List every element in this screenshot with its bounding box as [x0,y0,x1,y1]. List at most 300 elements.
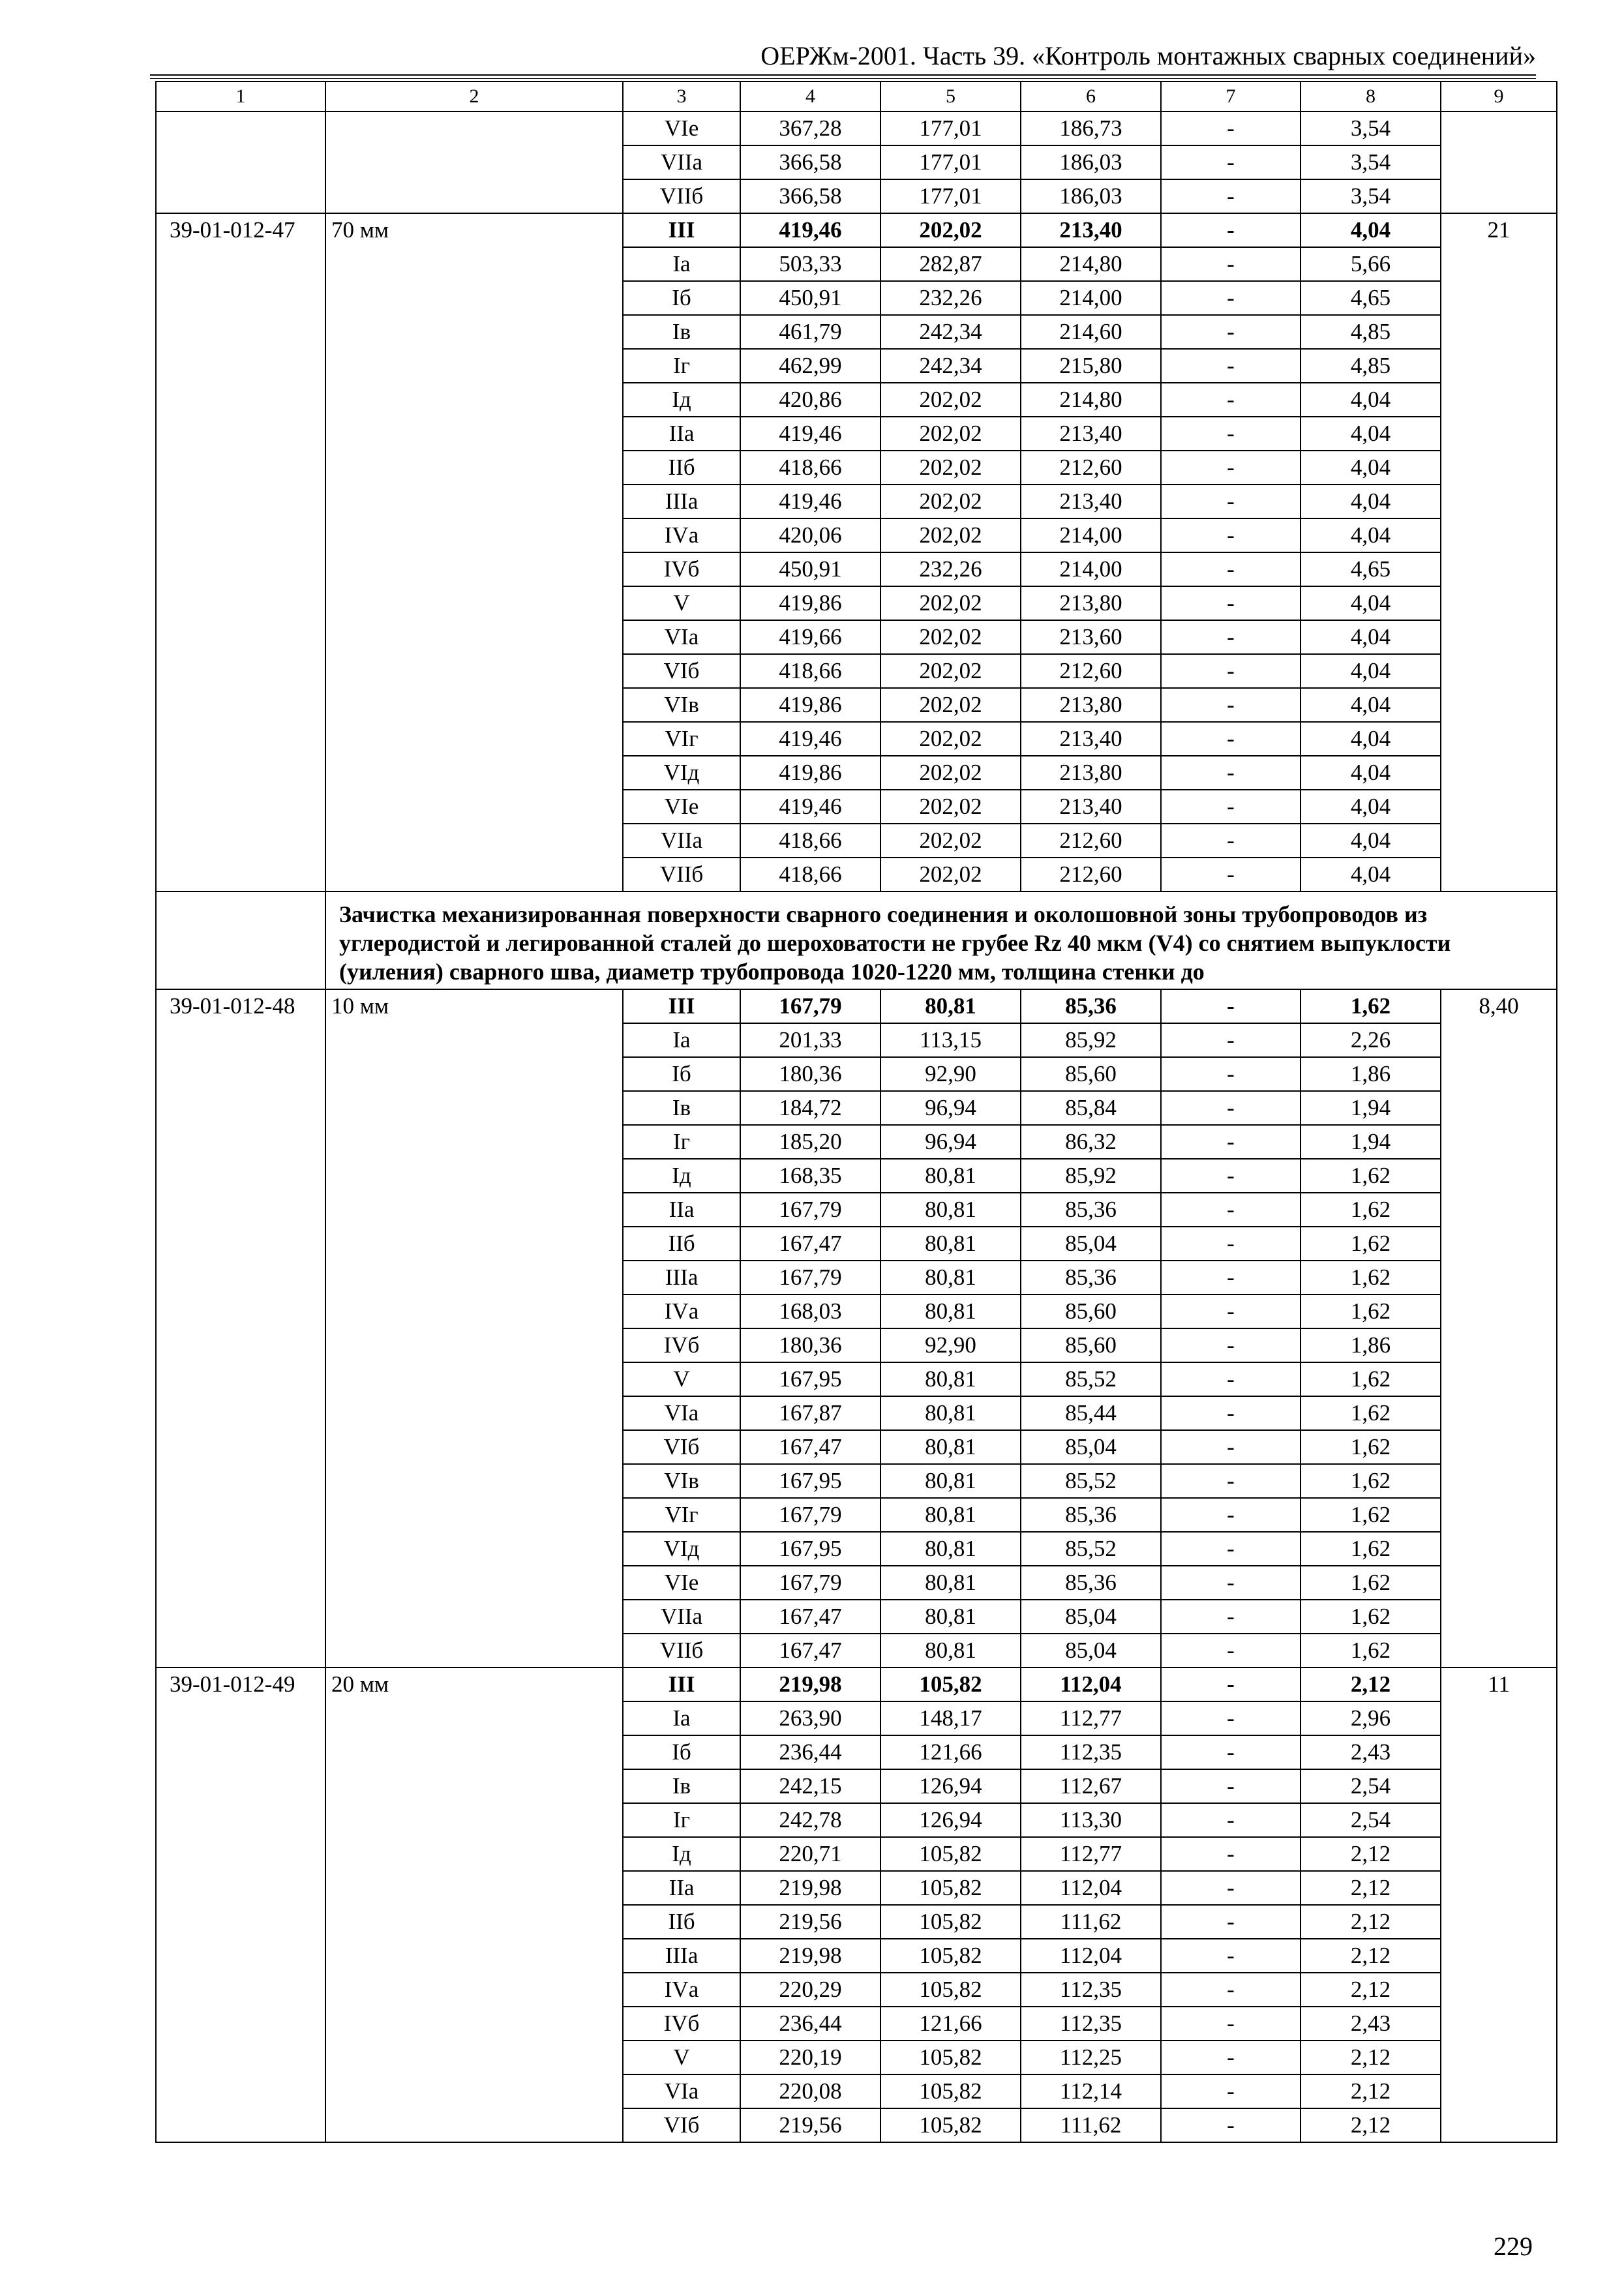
total-cost: 167,79 [740,1566,880,1600]
labor-cost: 202,02 [880,620,1021,654]
total-cost: 418,66 [740,858,880,891]
total-cost: 419,86 [740,586,880,620]
labor-hours: 2,12 [1301,1871,1441,1905]
machine-cost: 214,00 [1021,518,1161,552]
labor-cost: 202,02 [880,722,1021,756]
materials-cost: - [1161,1532,1301,1566]
machine-cost: 85,52 [1021,1532,1161,1566]
labor-cost: 242,34 [880,315,1021,349]
labor-cost: 80,81 [880,1193,1021,1227]
materials-cost: - [1161,1905,1301,1939]
total-cost: 236,44 [740,1735,880,1769]
zone-code: VIе [623,1566,740,1600]
zone-code: VIIб [623,179,740,213]
machine-cost: 213,80 [1021,688,1161,722]
labor-hours: 4,04 [1301,451,1441,485]
labor-cost: 80,81 [880,1159,1021,1193]
header-rule-thin [150,78,1536,79]
materials-cost: - [1161,451,1301,485]
materials-cost: - [1161,2108,1301,2142]
zone-code: Iб [623,281,740,315]
machine-cost: 112,35 [1021,1973,1161,2007]
total-cost: 167,79 [740,989,880,1023]
labor-cost: 202,02 [880,451,1021,485]
total-cost: 167,79 [740,1498,880,1532]
labor-cost: 126,94 [880,1769,1021,1803]
total-cost: 219,56 [740,1905,880,1939]
machine-cost: 85,60 [1021,1057,1161,1091]
labor-hours: 1,62 [1301,1566,1441,1600]
machine-cost: 112,77 [1021,1701,1161,1735]
machine-cost: 212,60 [1021,858,1161,891]
labor-cost: 202,02 [880,756,1021,790]
machine-cost: 213,80 [1021,586,1161,620]
machine-cost: 213,60 [1021,620,1161,654]
labor-cost: 202,02 [880,790,1021,824]
materials-cost: - [1161,1091,1301,1125]
labor-hours: 4,04 [1301,417,1441,451]
total-cost: 167,47 [740,1600,880,1634]
materials-cost: - [1161,688,1301,722]
materials-cost: - [1161,1362,1301,1396]
rate-code: 39-01-012-47 [156,213,325,891]
wall-thickness: 10 мм [325,989,623,1668]
zone-code: VIв [623,688,740,722]
labor-cost: 105,82 [880,1939,1021,1973]
zone-code: Iв [623,1091,740,1125]
labor-cost: 121,66 [880,2007,1021,2041]
wall-thickness [325,112,623,213]
labor-hours: 1,62 [1301,1498,1441,1532]
labor-cost: 80,81 [880,1261,1021,1294]
materials-cost: - [1161,1769,1301,1803]
labor-hours: 5,66 [1301,247,1441,281]
zone-code: IVа [623,1294,740,1328]
labor-hours: 2,12 [1301,2108,1441,2142]
labor-hours: 4,04 [1301,518,1441,552]
zone-code: Iд [623,383,740,417]
zone-code: IVа [623,1973,740,2007]
materials-cost: - [1161,518,1301,552]
machine-cost: 85,36 [1021,1498,1161,1532]
materials-cost: - [1161,417,1301,451]
zone-code: Iб [623,1057,740,1091]
labor-hours: 4,04 [1301,485,1441,518]
machine-cost: 85,84 [1021,1091,1161,1125]
labor-hours: 1,94 [1301,1125,1441,1159]
zone-code: IIб [623,1227,740,1261]
zone-code: V [623,1362,740,1396]
labor-cost: 282,87 [880,247,1021,281]
total-cost: 185,20 [740,1125,880,1159]
zone-code: VIе [623,790,740,824]
labor-cost: 80,81 [880,1464,1021,1498]
materials-cost: - [1161,1261,1301,1294]
materials-cost: - [1161,756,1301,790]
machine-cost: 85,36 [1021,1566,1161,1600]
labor-hours: 4,04 [1301,824,1441,858]
zone-code: Iг [623,1803,740,1837]
total-cost: 263,90 [740,1701,880,1735]
zone-code: IVб [623,2007,740,2041]
zone-code: III [623,1668,740,1701]
total-cost: 367,28 [740,112,880,145]
wall-thickness: 70 мм [325,213,623,891]
materials-cost: - [1161,1057,1301,1091]
labor-cost: 105,82 [880,2074,1021,2108]
labor-cost: 80,81 [880,1227,1021,1261]
zone-code: Iа [623,1701,740,1735]
machine-cost: 214,60 [1021,315,1161,349]
labor-cost: 177,01 [880,179,1021,213]
zone-code: Iв [623,315,740,349]
machine-cost: 85,04 [1021,1600,1161,1634]
materials-cost: - [1161,824,1301,858]
labor-hours: 4,85 [1301,349,1441,383]
zone-code: VIг [623,1498,740,1532]
materials-cost: - [1161,586,1301,620]
column-number: 9 [1441,82,1557,112]
labor-hours: 4,65 [1301,552,1441,586]
materials-cost: - [1161,1735,1301,1769]
labor-hours: 4,04 [1301,620,1441,654]
total-cost: 167,47 [740,1227,880,1261]
zone-code: Iв [623,1769,740,1803]
total-cost: 184,72 [740,1091,880,1125]
labor-norm: 11 [1441,1668,1557,2142]
materials-cost: - [1161,620,1301,654]
materials-cost: - [1161,1430,1301,1464]
machine-cost: 85,36 [1021,1193,1161,1227]
total-cost: 366,58 [740,179,880,213]
labor-cost: 232,26 [880,552,1021,586]
total-cost: 420,06 [740,518,880,552]
total-cost: 220,08 [740,2074,880,2108]
labor-cost: 202,02 [880,383,1021,417]
machine-cost: 85,36 [1021,1261,1161,1294]
column-number: 7 [1161,82,1301,112]
machine-cost: 212,60 [1021,654,1161,688]
materials-cost: - [1161,1464,1301,1498]
total-cost: 242,78 [740,1803,880,1837]
labor-cost: 105,82 [880,2108,1021,2142]
zone-code: VIIб [623,858,740,891]
labor-hours: 2,43 [1301,2007,1441,2041]
materials-cost: - [1161,654,1301,688]
materials-cost: - [1161,1600,1301,1634]
zone-code: IIIа [623,1261,740,1294]
materials-cost: - [1161,1498,1301,1532]
column-number: 6 [1021,82,1161,112]
labor-cost: 80,81 [880,1396,1021,1430]
section-row [156,891,1557,989]
total-cost: 167,47 [740,1634,880,1668]
materials-cost: - [1161,1396,1301,1430]
materials-cost: - [1161,247,1301,281]
machine-cost: 112,14 [1021,2074,1161,2108]
materials-cost: - [1161,485,1301,518]
machine-cost: 213,40 [1021,722,1161,756]
total-cost: 418,66 [740,654,880,688]
labor-hours: 4,04 [1301,858,1441,891]
machine-cost: 85,04 [1021,1634,1161,1668]
total-cost: 180,36 [740,1328,880,1362]
labor-cost: 105,82 [880,1668,1021,1701]
labor-cost: 80,81 [880,1294,1021,1328]
wall-thickness: 20 мм [325,1668,623,2142]
machine-cost: 85,52 [1021,1362,1161,1396]
materials-cost: - [1161,281,1301,315]
zone-code: V [623,2041,740,2074]
labor-hours: 2,12 [1301,1973,1441,2007]
labor-cost: 148,17 [880,1701,1021,1735]
zone-code: III [623,213,740,247]
table-body [156,82,1557,2142]
total-cost: 419,46 [740,213,880,247]
total-cost: 419,86 [740,756,880,790]
materials-cost: - [1161,1294,1301,1328]
zone-code: VIд [623,756,740,790]
machine-cost: 186,73 [1021,112,1161,145]
labor-hours: 1,62 [1301,1532,1441,1566]
labor-hours: 3,54 [1301,179,1441,213]
total-cost: 219,98 [740,1939,880,1973]
machine-cost: 112,67 [1021,1769,1161,1803]
labor-hours: 4,04 [1301,383,1441,417]
labor-cost: 80,81 [880,1566,1021,1600]
labor-hours: 4,04 [1301,722,1441,756]
machine-cost: 212,60 [1021,824,1161,858]
total-cost: 168,03 [740,1294,880,1328]
labor-cost: 126,94 [880,1803,1021,1837]
zone-code: VIб [623,1430,740,1464]
labor-hours: 2,96 [1301,1701,1441,1735]
machine-cost: 112,77 [1021,1837,1161,1871]
materials-cost: - [1161,1193,1301,1227]
materials-cost: - [1161,2007,1301,2041]
zone-code: IIIа [623,485,740,518]
zone-code: Iб [623,1735,740,1769]
labor-hours: 4,04 [1301,688,1441,722]
machine-cost: 214,80 [1021,247,1161,281]
page-header-title: ОЕРЖм-2001. Часть 39. «Контроль монтажных сварных соединений» [760,41,1536,70]
labor-hours: 1,62 [1301,1159,1441,1193]
materials-cost: - [1161,213,1301,247]
zone-code: VIб [623,2108,740,2142]
total-cost: 462,99 [740,349,880,383]
total-cost: 450,91 [740,552,880,586]
total-cost: 418,66 [740,451,880,485]
zone-code: VIе [623,112,740,145]
labor-cost: 80,81 [880,989,1021,1023]
total-cost: 461,79 [740,315,880,349]
materials-cost: - [1161,858,1301,891]
table-row [156,1668,1557,1701]
zone-code: IVб [623,552,740,586]
labor-cost: 80,81 [880,1430,1021,1464]
labor-cost: 177,01 [880,145,1021,179]
labor-cost: 202,02 [880,417,1021,451]
zone-code: Iг [623,349,740,383]
zone-code: Iг [623,1125,740,1159]
labor-hours: 1,86 [1301,1328,1441,1362]
labor-norm: 21 [1441,213,1557,891]
zone-code: VIа [623,2074,740,2108]
machine-cost: 214,00 [1021,281,1161,315]
labor-norm [1441,112,1557,213]
labor-hours: 2,54 [1301,1769,1441,1803]
labor-hours: 1,62 [1301,1430,1441,1464]
materials-cost: - [1161,1566,1301,1600]
labor-hours: 2,12 [1301,1837,1441,1871]
labor-hours: 2,12 [1301,2074,1441,2108]
labor-hours: 1,62 [1301,1362,1441,1396]
machine-cost: 85,92 [1021,1159,1161,1193]
machine-cost: 85,36 [1021,989,1161,1023]
total-cost: 219,98 [740,1668,880,1701]
total-cost: 220,71 [740,1837,880,1871]
total-cost: 419,46 [740,485,880,518]
column-number-row [156,82,1557,112]
labor-cost: 105,82 [880,1905,1021,1939]
materials-cost: - [1161,1803,1301,1837]
zone-code: VIб [623,654,740,688]
machine-cost: 86,32 [1021,1125,1161,1159]
zone-code: VIа [623,620,740,654]
labor-cost: 113,15 [880,1023,1021,1057]
total-cost: 167,95 [740,1362,880,1396]
labor-cost: 202,02 [880,213,1021,247]
column-number: 5 [880,82,1021,112]
labor-cost: 96,94 [880,1125,1021,1159]
labor-cost: 80,81 [880,1362,1021,1396]
labor-hours: 4,65 [1301,281,1441,315]
zone-code: V [623,586,740,620]
rate-code: 39-01-012-49 [156,1668,325,2142]
machine-cost: 112,04 [1021,1668,1161,1701]
materials-cost: - [1161,1668,1301,1701]
zone-code: VIIа [623,824,740,858]
labor-hours: 1,62 [1301,1396,1441,1430]
materials-cost: - [1161,1023,1301,1057]
total-cost: 419,46 [740,790,880,824]
zone-code: VIд [623,1532,740,1566]
materials-cost: - [1161,2074,1301,2108]
zone-code: IIб [623,1905,740,1939]
labor-hours: 1,62 [1301,1227,1441,1261]
column-number: 1 [156,82,325,112]
labor-hours: 2,12 [1301,1939,1441,1973]
rates-table [155,81,1557,2143]
labor-cost: 232,26 [880,281,1021,315]
zone-code: Iа [623,1023,740,1057]
labor-cost: 202,02 [880,858,1021,891]
machine-cost: 186,03 [1021,179,1161,213]
total-cost: 450,91 [740,281,880,315]
materials-cost: - [1161,383,1301,417]
materials-cost: - [1161,1837,1301,1871]
machine-cost: 85,92 [1021,1023,1161,1057]
total-cost: 219,98 [740,1871,880,1905]
materials-cost: - [1161,349,1301,383]
table-row [156,112,1557,145]
labor-hours: 3,54 [1301,112,1441,145]
zone-code: VIа [623,1396,740,1430]
materials-cost: - [1161,1939,1301,1973]
zone-code: IIа [623,417,740,451]
total-cost: 418,66 [740,824,880,858]
labor-hours: 1,62 [1301,1634,1441,1668]
materials-cost: - [1161,1328,1301,1362]
machine-cost: 213,40 [1021,213,1161,247]
column-number: 2 [325,82,623,112]
zone-code: VIв [623,1464,740,1498]
total-cost: 220,19 [740,2041,880,2074]
zone-code: VIIа [623,1600,740,1634]
zone-code: VIг [623,722,740,756]
labor-hours: 4,04 [1301,586,1441,620]
total-cost: 419,46 [740,722,880,756]
section-blank-cell [156,891,325,989]
total-cost: 220,29 [740,1973,880,2007]
column-number: 8 [1301,82,1441,112]
machine-cost: 112,25 [1021,2041,1161,2074]
labor-cost: 177,01 [880,112,1021,145]
labor-cost: 80,81 [880,1600,1021,1634]
machine-cost: 85,04 [1021,1430,1161,1464]
zone-code: IIб [623,451,740,485]
machine-cost: 212,60 [1021,451,1161,485]
labor-cost: 202,02 [880,654,1021,688]
machine-cost: 112,04 [1021,1939,1161,1973]
labor-hours: 3,54 [1301,145,1441,179]
total-cost: 167,87 [740,1396,880,1430]
labor-cost: 202,02 [880,518,1021,552]
materials-cost: - [1161,1871,1301,1905]
labor-hours: 1,62 [1301,989,1441,1023]
total-cost: 366,58 [740,145,880,179]
zone-code: VIIа [623,145,740,179]
total-cost: 419,66 [740,620,880,654]
labor-hours: 2,26 [1301,1023,1441,1057]
machine-cost: 213,40 [1021,485,1161,518]
zone-code: IIа [623,1193,740,1227]
machine-cost: 214,00 [1021,552,1161,586]
labor-hours: 1,62 [1301,1294,1441,1328]
labor-hours: 1,94 [1301,1091,1441,1125]
materials-cost: - [1161,315,1301,349]
machine-cost: 112,35 [1021,1735,1161,1769]
materials-cost: - [1161,1125,1301,1159]
machine-cost: 85,04 [1021,1227,1161,1261]
labor-cost: 105,82 [880,2041,1021,2074]
labor-cost: 105,82 [880,1973,1021,2007]
zone-code: VIIб [623,1634,740,1668]
machine-cost: 111,62 [1021,1905,1161,1939]
zone-code: IIIа [623,1939,740,1973]
total-cost: 236,44 [740,2007,880,2041]
materials-cost: - [1161,145,1301,179]
total-cost: 242,15 [740,1769,880,1803]
total-cost: 180,36 [740,1057,880,1091]
zone-code: III [623,989,740,1023]
total-cost: 419,86 [740,688,880,722]
machine-cost: 214,80 [1021,383,1161,417]
zone-code: Iа [623,247,740,281]
labor-hours: 4,04 [1301,213,1441,247]
materials-cost: - [1161,112,1301,145]
machine-cost: 85,44 [1021,1396,1161,1430]
